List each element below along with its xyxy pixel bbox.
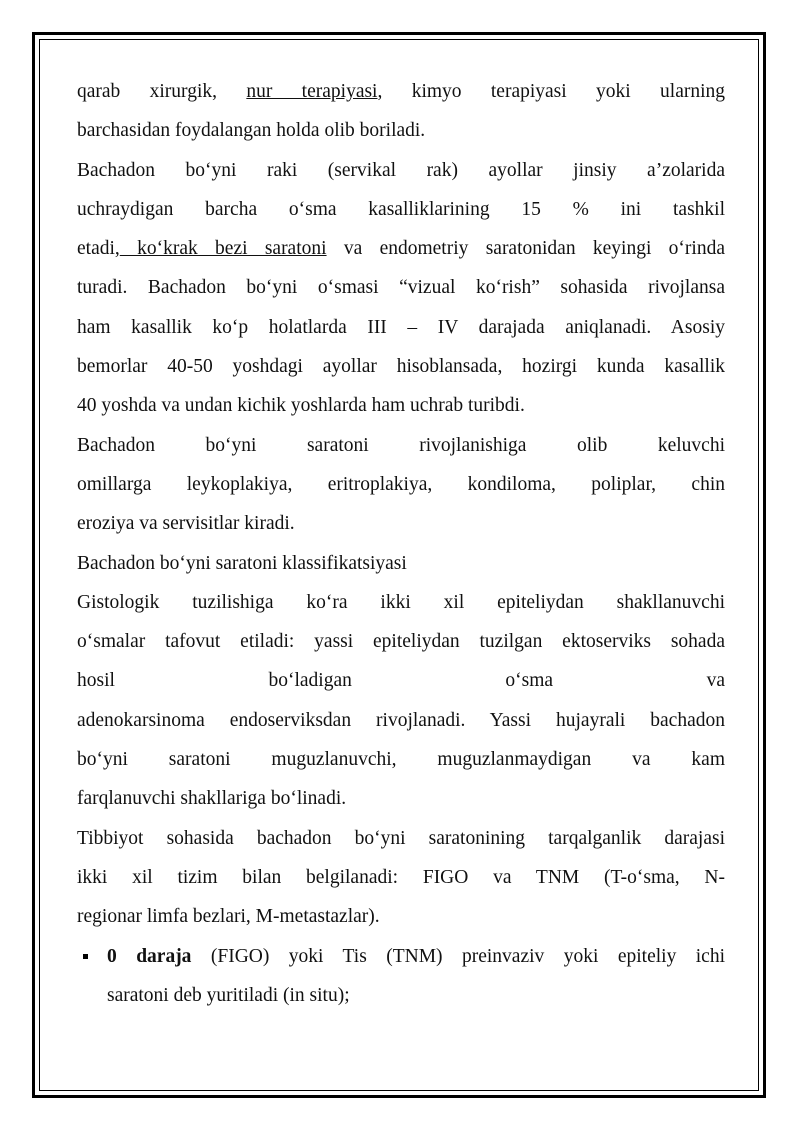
paragraph-line: barchasidan foydalangan holda olib boriladi. xyxy=(77,120,426,142)
paragraph-line xyxy=(77,229,725,268)
paragraph-line: 40 yoshda va undan kichik yoshlarda ham uchrab turibdi. xyxy=(77,395,525,417)
paragraph-line xyxy=(77,72,725,111)
paragraph-line: o‘smalar tafovut etiladi: yassi epiteliydan tuzilgan ektoserviks sohada xyxy=(77,631,725,653)
list-item-line xyxy=(107,937,725,976)
paragraph-line: Bachadon bo‘yni raki (servikal rak) ayollar jinsiy a’zolarida xyxy=(77,159,725,181)
section-heading: Bachadon bo‘yni saratoni klassifikatsiyasi xyxy=(77,552,407,574)
paragraph-line: regionar limfa bezlari, M-metastazlar). xyxy=(77,906,380,928)
text: etadi, xyxy=(77,238,120,260)
paragraph-line: turadi. Bachadon bo‘yni o‘smasi “vizual ko‘rish” sohasida rivojlansa xyxy=(77,277,725,299)
paragraph-line: eroziya va servisitlar kiradi. xyxy=(77,513,295,535)
paragraph-line: bo‘yni saratoni muguzlanuvchi, muguzlanmaydigan va kam xyxy=(77,749,725,771)
paragraph-line: adenokarsinoma endoserviksdan rivojlanadi. Yassi hujayrali bachadon xyxy=(77,709,725,731)
document-body xyxy=(77,72,725,1015)
paragraph-line: Bachadon bo‘yni saratoni rivojlanishiga olib keluvchi xyxy=(77,434,725,456)
paragraph-line: farqlanuvchi shakllariga bo‘linadi. xyxy=(77,788,347,810)
paragraph-line: hosil bo‘ladigan o‘sma va xyxy=(77,670,725,692)
paragraph-line: Gistologik tuzilishiga ko‘ra ikki xil epiteliydan shakllanuvchi xyxy=(77,591,725,613)
text: va endometriy saratonidan keyingi o‘rinda xyxy=(326,238,725,260)
text: qarab xirurgik, xyxy=(77,81,217,102)
list-item xyxy=(77,937,725,1016)
paragraph-line: ham kasallik ko‘p holatlarda III – IV darajada aniqlanadi. Asosiy xyxy=(77,316,725,338)
square-bullet-icon xyxy=(83,954,88,959)
bold-term: 0 daraja xyxy=(107,945,192,967)
paragraph-line: omillarga leykoplakiya, eritroplakiya, kondiloma, poliplar, chin xyxy=(77,473,725,495)
paragraph-line: ikki xil tizim bilan belgilanadi: FIGO va TNM (T-o‘sma, N- xyxy=(77,866,725,888)
link-kokrak-bezi-saratoni[interactable]: ko‘krak bezi saratoni xyxy=(119,238,327,260)
paragraph-line: uchraydigan barcha o‘sma kasalliklarining 15 % ini tashkil xyxy=(77,198,725,220)
paragraph-line: bemorlar 40-50 yoshdagi ayollar hisoblansada, hozirgi kunda kasallik xyxy=(77,356,725,378)
text: , kimyo terapiyasi yoki ularning xyxy=(377,81,726,102)
text: (FIGO) yoki Tis (TNM) preinvaziv yoki epiteliy ichi xyxy=(191,945,725,967)
paragraph-line: Tibbiyot sohasida bachadon bo‘yni saratonining tarqalganlik darajasi xyxy=(77,827,725,849)
list-item-line: saratoni deb yuritiladi (in situ); xyxy=(107,984,350,1006)
link-nur-terapiyasi[interactable]: nur terapiyasi xyxy=(246,81,378,102)
